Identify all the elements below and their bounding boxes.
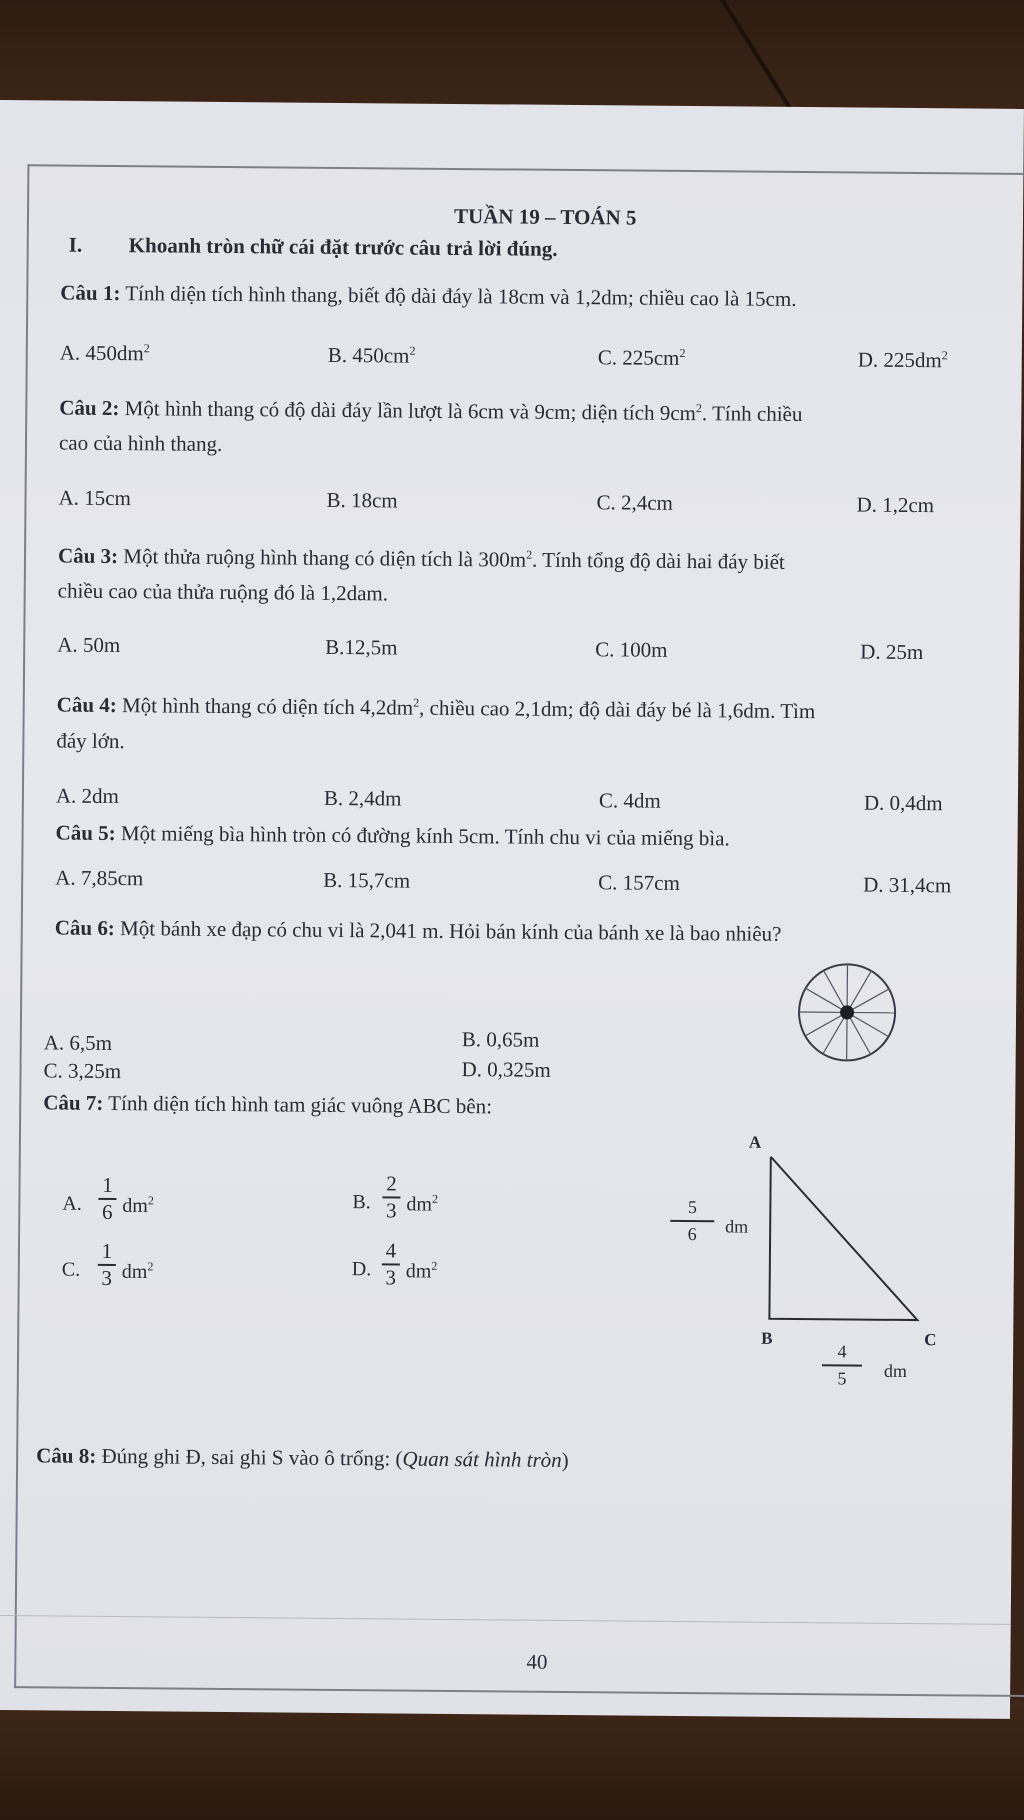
q2-option-a[interactable]: A. 15cm — [58, 485, 131, 511]
q3-option-a[interactable]: A. 50m — [57, 632, 121, 658]
question-5: Câu 5: Một miếng bìa hình tròn có đường kính 5cm. Tính chu vi của miếng bìa. — [55, 820, 730, 851]
page-title: TUẦN 19 – TOÁN 5 — [453, 203, 637, 230]
question-2-label: Câu 2: — [59, 395, 120, 421]
q3-option-d[interactable]: D. 25m — [860, 639, 924, 665]
page-number: 40 — [526, 1649, 548, 1674]
question-1-label: Câu 1: — [60, 280, 121, 306]
q1-option-a[interactable]: A. $450dm^2$ — [59, 340, 150, 366]
q5-option-d[interactable]: D. 31,4cm — [863, 872, 952, 898]
q7-option-a[interactable]: A. 1 6 $dm^2$ — [62, 1172, 155, 1225]
question-3: Câu 3: Một thửa ruộng hình thang có diện tích là $300m^2$. Tính tổng độ dài hai đáy biết — [57, 543, 785, 574]
side-ab-length: 5 6 — [670, 1196, 714, 1246]
q4-option-d[interactable]: D. 0,4dm — [863, 790, 943, 816]
question-8-label: Câu 8: — [36, 1443, 97, 1468]
side-bc-length: 4 5 — [822, 1340, 862, 1390]
question-8: Câu 8: Đúng ghi Đ, sai ghi S vào ô trống: (Quan sát hình tròn) — [36, 1443, 569, 1473]
question-1-text: Tính diện tích hình thang, biết độ dài đáy là 18cm và 1,2dm; chiều cao là 15cm. — [125, 281, 797, 311]
q1-option-b[interactable]: B. $450cm^2$ — [327, 342, 416, 368]
worksheet-page — [0, 100, 1024, 1719]
q3-option-c[interactable]: C. 100m — [595, 637, 668, 662]
question-6-label: Câu 6: — [54, 915, 115, 941]
side-ab-unit: dm — [725, 1216, 749, 1237]
q6-option-c[interactable]: C. 3,25m — [43, 1058, 122, 1084]
question-2: Câu 2: Một hình thang có độ dài đáy lần lượt là 6cm và 9cm; diện tích $9cm^2$. Tính chiều — [59, 395, 803, 427]
question-3-line2: chiều cao của thửa ruộng đó là 1,2dam. — [57, 578, 389, 606]
section-instruction: Khoanh tròn chữ cái đặt trước câu trả lời đúng. — [128, 233, 558, 261]
question-7-label: Câu 7: — [43, 1090, 104, 1115]
q7-option-b[interactable]: B. 2 3 $dm^2$ — [352, 1171, 439, 1223]
q6-option-a[interactable]: A. 6,5m — [43, 1030, 113, 1056]
q2-option-b[interactable]: B. 18cm — [326, 487, 398, 513]
q5-option-a[interactable]: A. 7,85cm — [55, 865, 144, 891]
q6-option-b[interactable]: B. 0,65m — [461, 1027, 540, 1052]
side-bc-unit: dm — [883, 1360, 908, 1381]
q1-option-d[interactable]: D. $225dm^2$ — [857, 347, 948, 373]
q4-option-a[interactable]: A. 2dm — [55, 783, 120, 809]
q4-option-c[interactable]: C. 4dm — [598, 788, 661, 813]
question-3-label: Câu 3: — [57, 543, 119, 569]
q7-option-c[interactable]: C. 1 3 $dm^2$ — [61, 1238, 154, 1291]
question-7: Câu 7: Tính diện tích hình tam giác vuông ABC bên: — [43, 1090, 493, 1119]
question-5-label: Câu 5: — [55, 820, 116, 846]
question-2-line2: cao của hình thang. — [58, 430, 223, 456]
vertex-b-label: B — [761, 1328, 773, 1348]
q7-option-d[interactable]: D. 4 3 $dm^2$ — [351, 1238, 438, 1290]
q6-option-d[interactable]: D. 0,325m — [461, 1057, 551, 1082]
background-bottom — [0, 1700, 1024, 1820]
question-4-label: Câu 4: — [56, 692, 117, 718]
question-4-line2: đáy lớn. — [56, 728, 125, 754]
triangle-abc-figure — [759, 1147, 931, 1328]
q4-option-b[interactable]: B. 2,4dm — [323, 785, 402, 811]
q3-option-b[interactable]: B.12,5m — [325, 634, 398, 660]
q2-option-d[interactable]: D. 1,2cm — [856, 492, 935, 518]
vertex-a-label: A — [748, 1132, 762, 1152]
section-number: I. — [68, 232, 83, 257]
q2-option-c[interactable]: C. 2,4cm — [596, 490, 674, 515]
bicycle-wheel-figure — [792, 957, 903, 1068]
q5-option-c[interactable]: C. 157cm — [598, 870, 680, 895]
q5-option-b[interactable]: B. 15,7cm — [323, 867, 411, 893]
question-6: Câu 6: Một bánh xe đạp có chu vi là 2,041 m. Hỏi bán kính của bánh xe là bao nhiêu? — [54, 915, 782, 946]
vertex-c-label: C — [924, 1330, 937, 1350]
question-4: Câu 4: Một hình thang có diện tích $4,2dm^2$, chiều cao 2,1dm; độ dài đáy bé là 1,6dm. Tìm — [56, 692, 816, 724]
q1-option-c[interactable]: C. $225cm^2$ — [597, 345, 686, 370]
